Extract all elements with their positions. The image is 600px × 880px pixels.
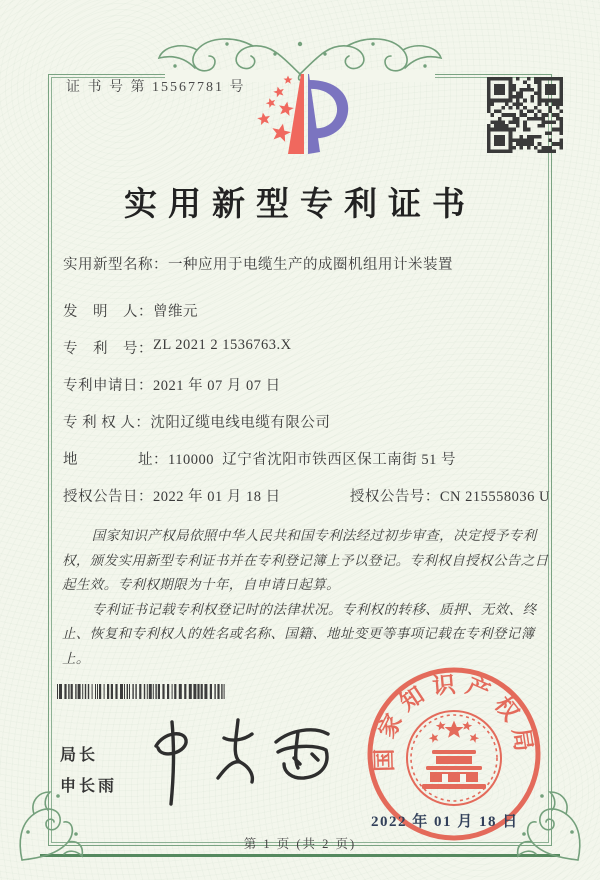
qr-code bbox=[487, 77, 563, 153]
page-footer: 第 1 页 (共 2 页) bbox=[243, 837, 357, 851]
director-title: 局长 bbox=[60, 747, 99, 764]
field-label: 专利申请日： bbox=[63, 378, 153, 394]
field-label: 实用新型名称： bbox=[63, 257, 168, 273]
signature-icon bbox=[128, 708, 338, 813]
field-value: CN 215558036 U bbox=[439, 489, 550, 505]
field-label: 授权公告日： bbox=[63, 489, 153, 505]
field-value: 沈阳辽缆电线电缆有限公司 bbox=[150, 415, 331, 431]
field-value: ZL 2021 2 1536763.X bbox=[153, 337, 292, 353]
field-address bbox=[63, 448, 556, 468]
field-grant-row bbox=[63, 485, 556, 505]
field-label: 专 利 号： bbox=[63, 341, 153, 357]
field-filing-date bbox=[63, 374, 556, 394]
bottom-rule bbox=[40, 854, 560, 857]
field-patentee bbox=[63, 411, 556, 431]
seal-text: 国家知识产权局 bbox=[371, 671, 538, 772]
field-list bbox=[63, 253, 556, 522]
field-grant-date bbox=[63, 485, 281, 505]
field-value: 一种应用于电缆生产的成圈机组用计米装置 bbox=[168, 257, 453, 273]
field-label: 地 址： bbox=[63, 452, 168, 468]
field-label: 发 明 人： bbox=[63, 304, 153, 320]
paragraph-register: 专利证书记载专利权登记时的法律状况。专利权的转移、质押、无效、终止、恢复和专利权人的姓名或名称、国籍、地址变更等事项记载在专利登记簿上。 bbox=[62, 601, 537, 666]
field-value: 2022 年 01 月 18 日 bbox=[153, 489, 281, 505]
cnipa-logo-icon bbox=[246, 66, 362, 166]
seal-date: 2022 年 01 月 18 日 bbox=[371, 814, 519, 830]
field-grant-number bbox=[350, 485, 550, 505]
field-inventor bbox=[63, 300, 556, 320]
paragraph-grant: 国家知识产权局依照中华人民共和国专利法经过初步审查，决定授予专利权，颁发实用新型专利证书并在专利登记簿上予以登记。专利权自授权公告之日起生效。专利权期限为十年，自申请日起算。 bbox=[62, 528, 549, 593]
director-name: 申长雨 bbox=[60, 778, 118, 795]
field-label: 专 利 权 人： bbox=[63, 415, 151, 431]
director-block bbox=[60, 740, 117, 802]
field-patent-number bbox=[63, 337, 556, 357]
certificate-number: 证 书 号 第 15567781 号 bbox=[66, 80, 246, 95]
field-utility-name bbox=[63, 253, 556, 273]
certificate-title: 实用新型专利证书 bbox=[124, 187, 476, 223]
field-value: 110000 辽宁省沈阳市铁西区保工南街 51 号 bbox=[168, 452, 456, 468]
field-value: 2021 年 07 月 07 日 bbox=[153, 378, 281, 394]
legal-text bbox=[62, 524, 550, 671]
field-label: 授权公告号： bbox=[349, 489, 440, 505]
field-value: 曾维元 bbox=[153, 304, 198, 320]
barcode bbox=[57, 684, 225, 699]
